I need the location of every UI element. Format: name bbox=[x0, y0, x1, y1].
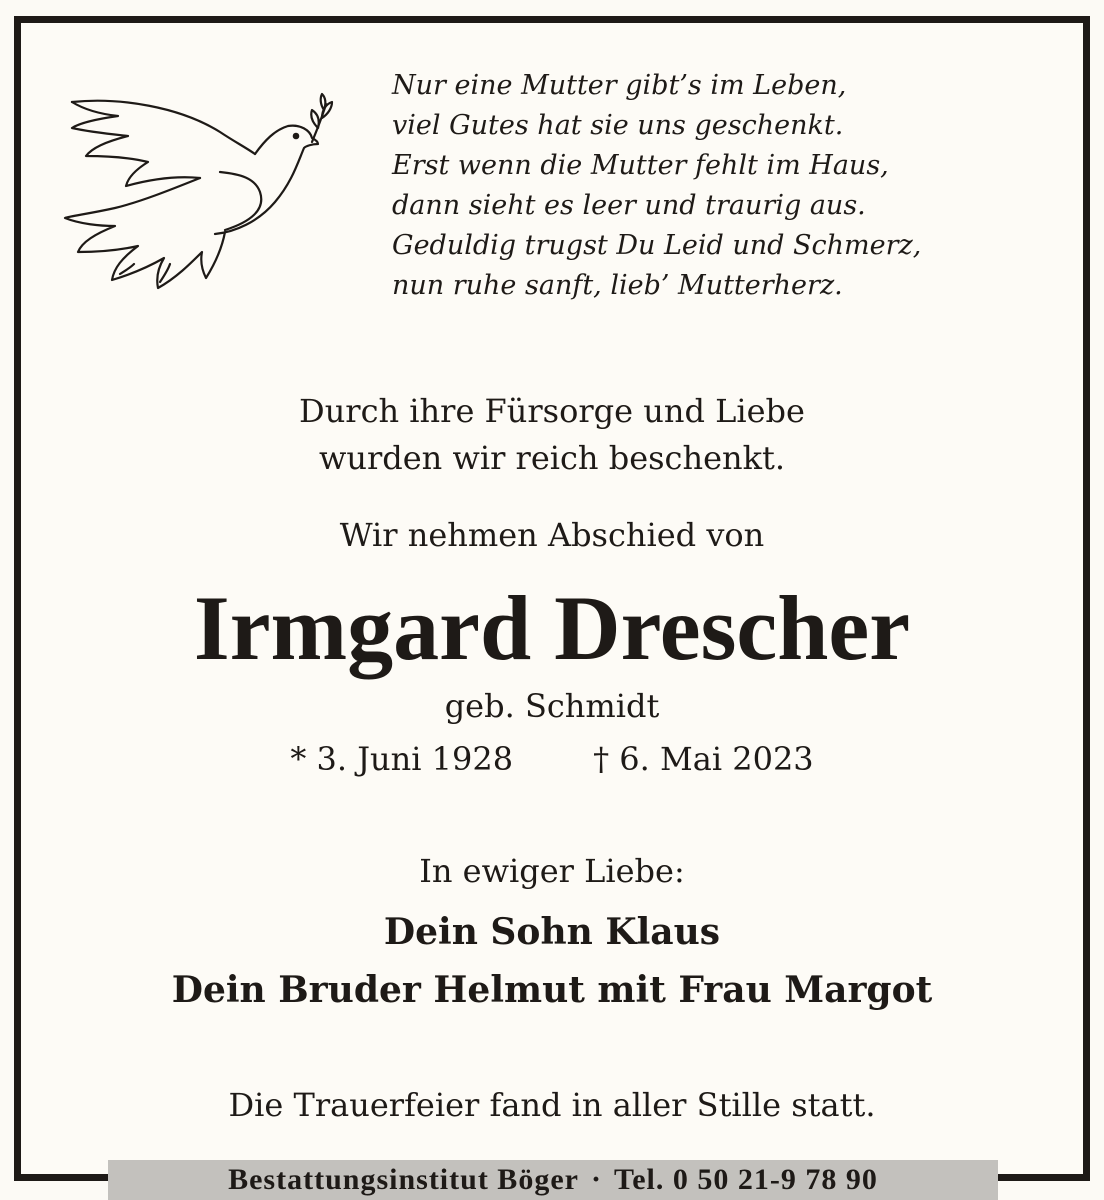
separator: · bbox=[590, 1163, 602, 1196]
poem bbox=[392, 66, 1052, 306]
poem-line: dann sieht es leer und traurig aus. bbox=[392, 190, 866, 221]
deceased-name: Irmgard Drescher bbox=[193, 577, 911, 679]
poem-line: Geduldig trugst Du Leid und Schmerz, bbox=[392, 230, 922, 261]
intro-text bbox=[0, 388, 1104, 482]
service-note: Die Trauerfeier fand in aller Stille statt. bbox=[228, 1086, 876, 1124]
maiden-name: geb. Schmidt bbox=[444, 687, 660, 725]
poem-line: Nur eine Mutter gibt’s im Leben, bbox=[392, 70, 847, 101]
poem-line: Erst wenn die Mutter fehlt im Haus, bbox=[392, 150, 889, 181]
poem-line: nun ruhe sanft, lieb’ Mutterherz. bbox=[392, 270, 843, 301]
mourner-name: Dein Sohn Klaus bbox=[383, 911, 721, 953]
undertaker-name: Bestattungsinstitut Böger bbox=[228, 1163, 579, 1196]
dove-icon bbox=[60, 92, 350, 297]
mourner-name: Dein Bruder Helmut mit Frau Margot bbox=[171, 969, 933, 1011]
poem-line: viel Gutes hat sie uns geschenkt. bbox=[392, 110, 844, 141]
death-date: † 6. Mai 2023 bbox=[593, 740, 814, 778]
undertaker-banner bbox=[108, 1160, 998, 1200]
farewell-line: Wir nehmen Abschied von bbox=[339, 516, 765, 554]
birth-date: * 3. Juni 1928 bbox=[290, 740, 514, 778]
intro-line: wurden wir reich beschenkt. bbox=[318, 439, 786, 477]
intro-line: Durch ihre Fürsorge und Liebe bbox=[299, 392, 805, 430]
undertaker-phone: Tel. 0 50 21-9 78 90 bbox=[613, 1163, 878, 1196]
love-line: In ewiger Liebe: bbox=[419, 852, 685, 890]
life-dates bbox=[0, 736, 1104, 782]
